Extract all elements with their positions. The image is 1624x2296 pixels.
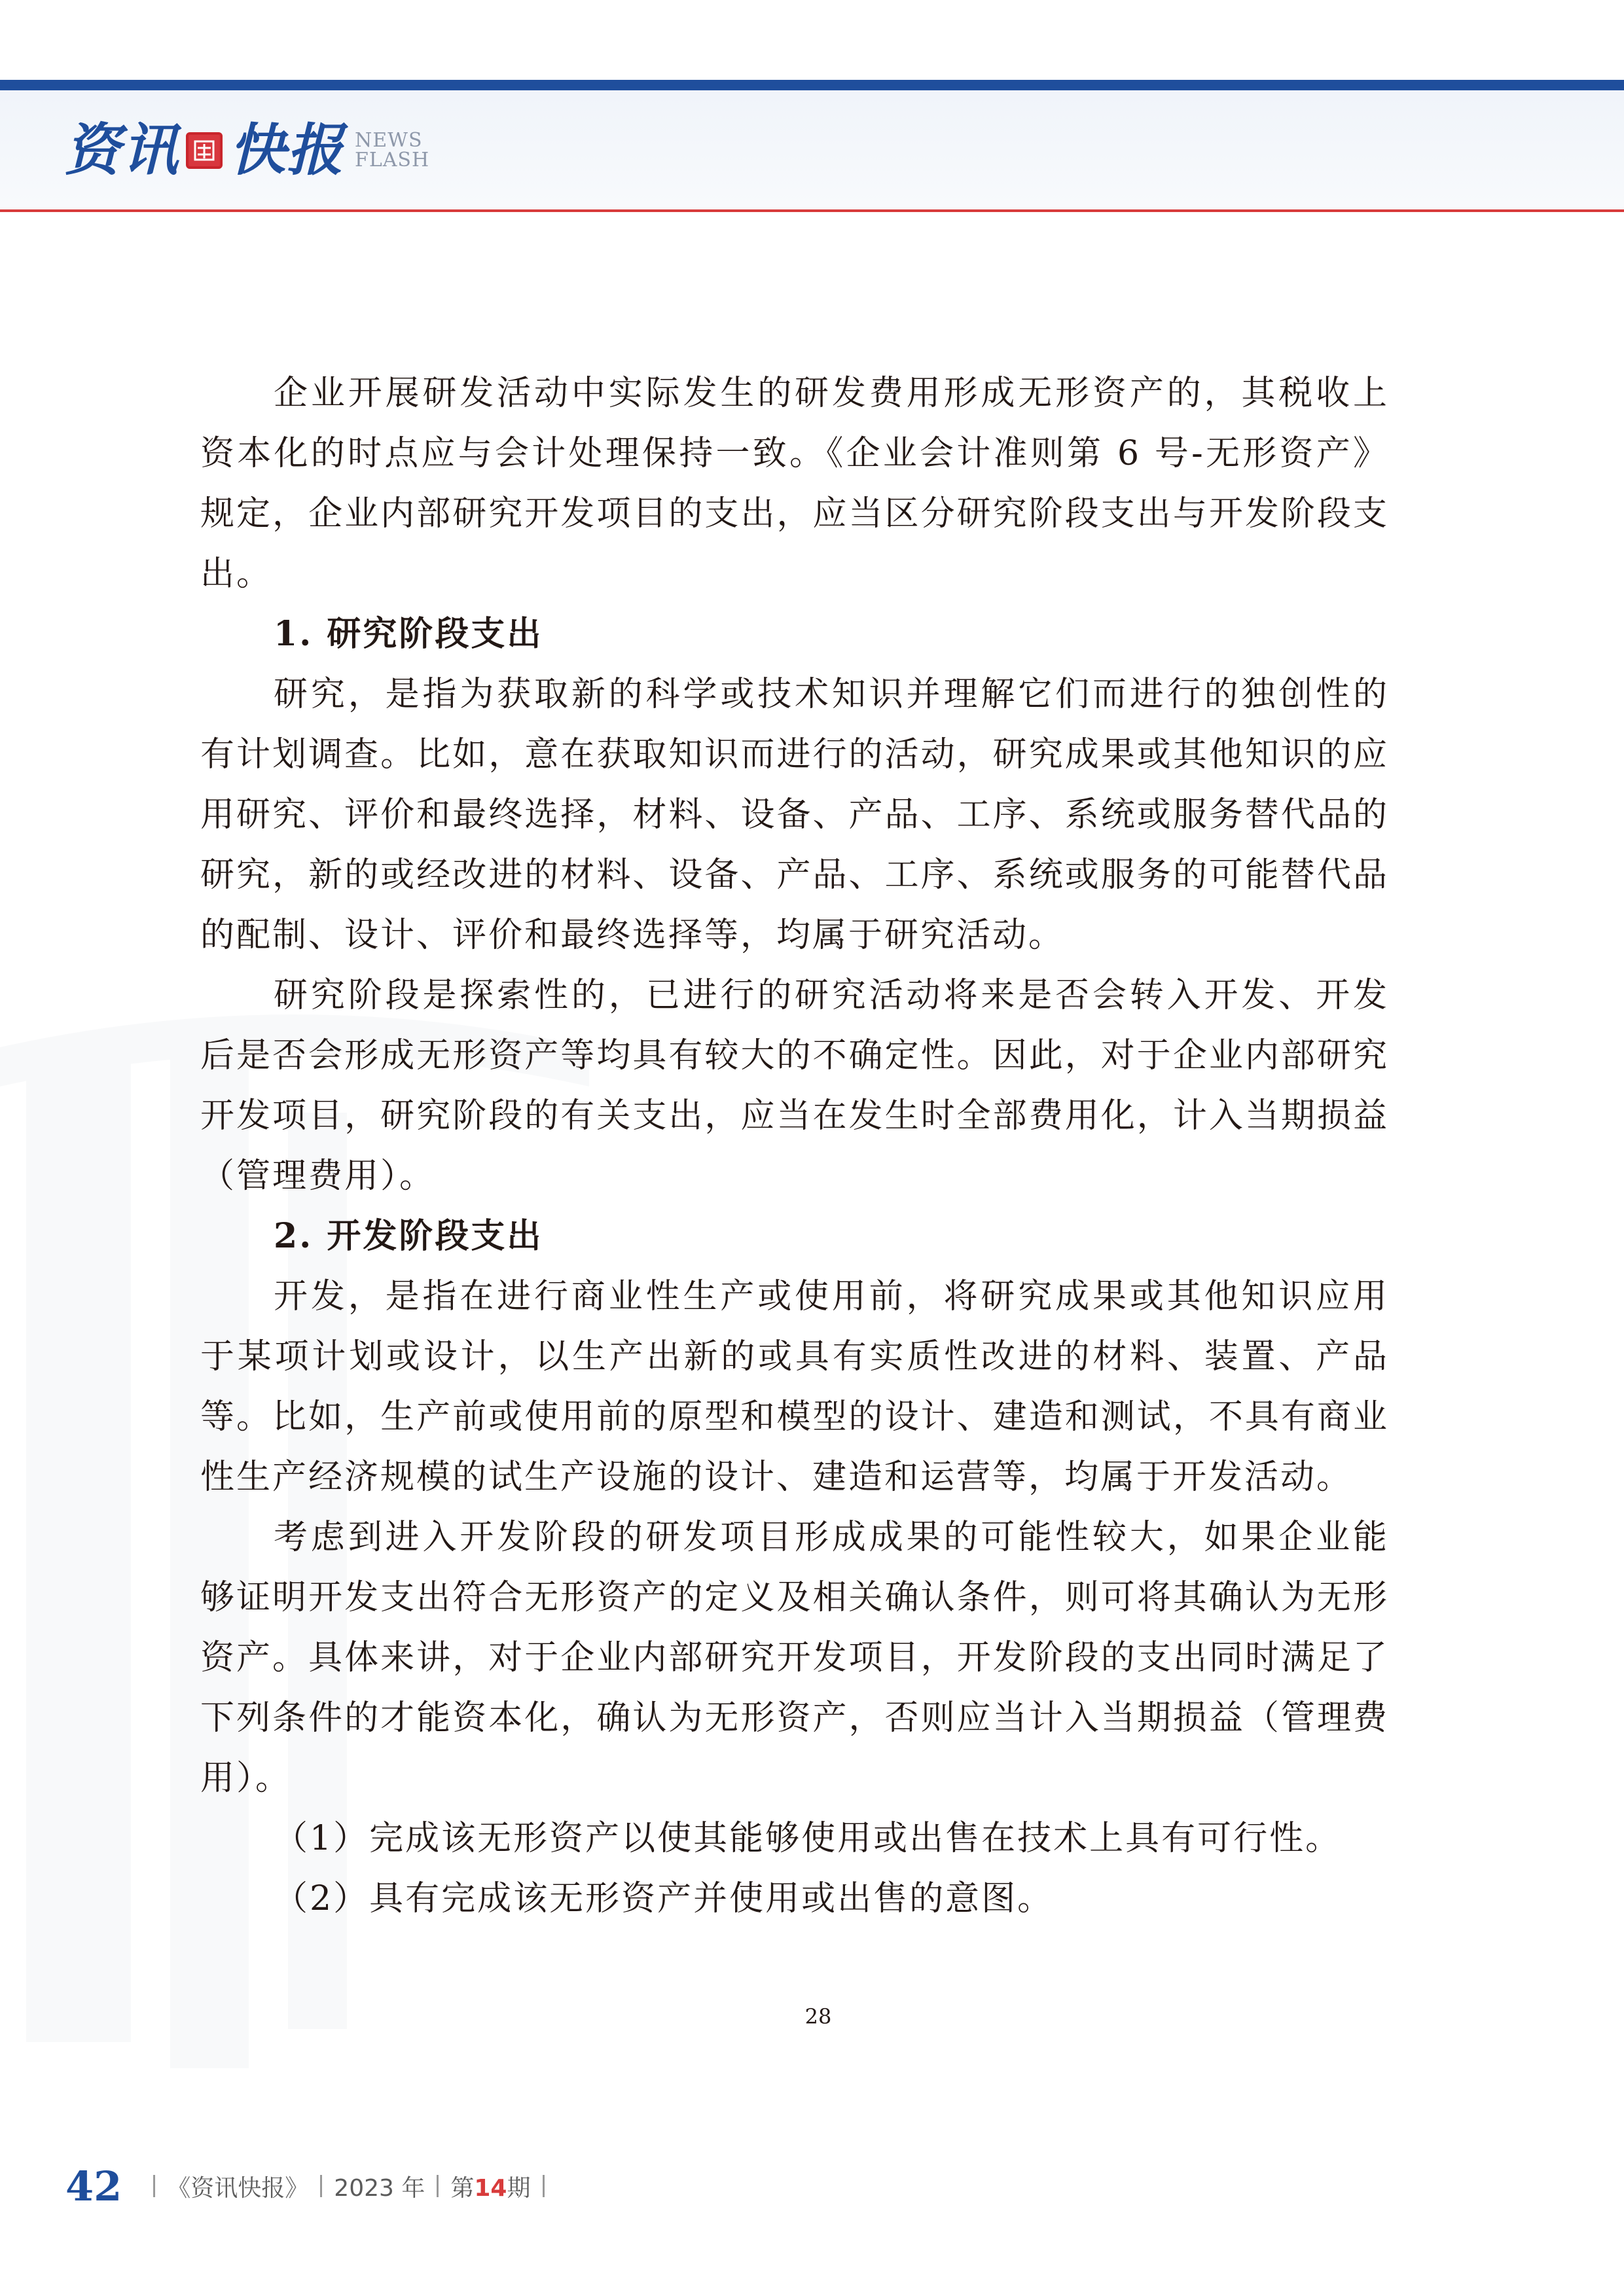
footer-divider <box>153 2175 155 2197</box>
footer-issue <box>450 2170 530 2203</box>
footer-year: 2023 年 <box>334 2174 425 2202</box>
article-body <box>200 363 1389 1929</box>
page-footer <box>65 2160 556 2212</box>
article-paragraph: 研究，是指为获取新的科学或技术知识并理解它们而进行的独创性的有计划调查。比如，意在获取知识而进行的活动，研究成果或其他知识的应用研究、评价和最终选择，材料、设备、产品、工序、系统或服务替代品的研究，新的或经改进的材料、设备、产品、工序、系统或服务的可能替代品的配制、设计、评价和最终选择等，均属于研究活动。 <box>200 675 1389 955</box>
article-paragraph: 开发，是指在进行商业性生产或使用前，将研究成果或其他知识应用于某项计划或设计，以生产出新的或具有实质性改进的材料、装置、产品等。比如，生产前或使用前的原型和模型的设计、建造和测试，不具有商业性生产经济规模的试生产设施的设计、建造和运营等，均属于开发活动。 <box>200 1277 1389 1497</box>
masthead-english <box>355 131 429 170</box>
footer-page-number: 42 <box>65 2162 122 2210</box>
footer-issue-prefix: 第 <box>450 2174 475 2202</box>
section-heading-development: 2. 开发阶段支出 <box>274 1216 543 1256</box>
footer-divider <box>320 2175 322 2197</box>
article-paragraph: 研究阶段是探索性的，已进行的研究活动将来是否会转入开发、开发后是否会形成无形资产等均具有较大的不确定性。因此，对于企业内部研究开发项目，研究阶段的有关支出，应当在发生时全部费用化，计入当期损益（管理费用）。 <box>200 976 1389 1196</box>
seal-icon <box>186 132 223 169</box>
article-paragraph: 企业开展研发活动中实际发生的研发费用形成无形资产的，其税收上资本化的时点应与会计处理保持一致。《企业会计准则第 6 号-无形资产》规定，企业内部研究开发项目的支出，应当区分研究阶段支出与开发阶段支出。 <box>200 374 1389 594</box>
masthead-english-line1: NEWS <box>355 129 423 152</box>
footer-divider <box>543 2175 545 2197</box>
list-item-condition-1: （1）完成该无形资产以使其能够使用或出售在技术上具有可行性。 <box>274 1819 1342 1858</box>
footer-issue-number: 14 <box>474 2174 507 2202</box>
list-item-condition-2: （2）具有完成该无形资产并使用或出售的意图。 <box>274 1879 1054 1918</box>
inner-page-number: 28 <box>804 2004 832 2029</box>
header-top-bar <box>0 80 1624 90</box>
header-red-rule <box>0 209 1624 212</box>
masthead-title-part2: 快报 <box>229 117 344 183</box>
section-heading-research: 1. 研究阶段支出 <box>274 614 543 654</box>
masthead-title-part1: 资讯 <box>64 117 179 183</box>
masthead-english-line2: FLASH <box>355 149 430 171</box>
article-paragraph: 考虑到进入开发阶段的研发项目形成成果的可能性较大，如果企业能够证明开发支出符合无形资产的定义及相关确认条件，则可将其确认为无形资产。具体来讲，对于企业内部研究开发项目，开发阶段的支出同时满足了下列条件的才能资本化，确认为无形资产，否则应当计入当期损益（管理费用）。 <box>200 1518 1389 1798</box>
footer-divider <box>437 2175 439 2197</box>
footer-publication: 《资讯快报》 <box>167 2174 309 2202</box>
footer-issue-suffix: 期 <box>507 2174 531 2202</box>
masthead-logo <box>64 111 429 190</box>
